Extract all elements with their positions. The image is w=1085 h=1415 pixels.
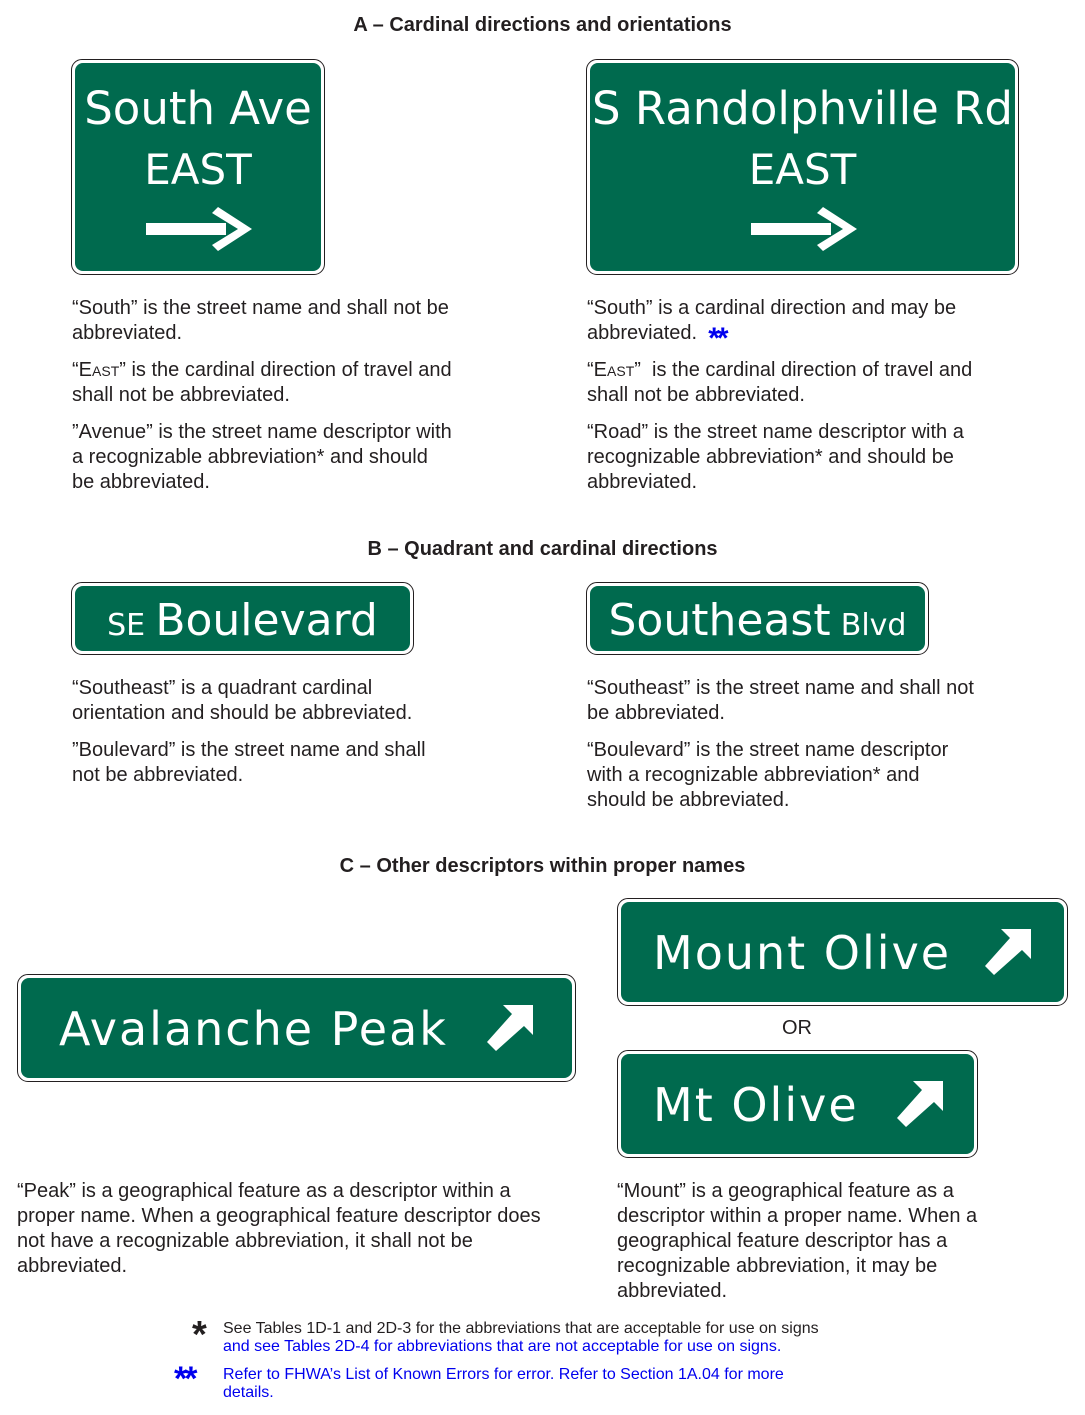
asterisk-icon: * [192, 1314, 207, 1356]
desc-paragraph [72, 358, 452, 408]
sign-street-name: Boulevard [155, 595, 378, 646]
desc-paragraph: “Southeast” is the street name and shall not be abbreviated. [587, 677, 974, 724]
desc-text: ” is the cardinal direction of travel and shall not be abbreviated. [72, 359, 452, 406]
desc-paragraph: “Southeast” is a quadrant cardinal orientation and should be abbreviated. [72, 677, 413, 724]
desc-paragraph: “Mount” is a geographical feature as a descriptor within a proper name. When a geographical feature descriptor has a recognizable abbreviation, it may be abbreviated. [617, 1180, 978, 1302]
footnote-1 [223, 1320, 863, 1356]
sign-s-randolphville-rd-east [586, 59, 1019, 275]
desc-text: “South” is a cardinal direction and may be abbreviated. [587, 297, 957, 344]
footnote-1-line-2: and see Tables 2D-4 for abbreviations that are not acceptable for use on signs. [223, 1338, 782, 1355]
desc-paragraph: “Road” is the street name descriptor with a recognizable abbreviation* and should be abbreviated. [587, 421, 964, 493]
section-a-right-description [587, 296, 987, 507]
sign-suffix: Blvd [840, 608, 907, 643]
up-right-arrow-icon [985, 929, 1031, 975]
up-right-arrow-icon [897, 1081, 943, 1127]
sign-southeast-blvd [586, 582, 929, 655]
open-quote: “ [72, 359, 79, 381]
sign-legend: Avalanche Peak [59, 1002, 448, 1056]
sign-south-ave-east [71, 59, 325, 275]
desc-paragraph: ”Avenue” is the street name descriptor with a recognizable abbreviation* and should be abbreviated. [72, 421, 452, 493]
desc-paragraph [587, 296, 987, 355]
section-a-heading: A – Cardinal directions and orientations [353, 14, 732, 36]
section-a-left-description [72, 296, 452, 507]
small-caps-word: East [593, 359, 635, 381]
desc-paragraph [587, 358, 987, 408]
sign-avalanche-peak [17, 974, 576, 1082]
sign-se-boulevard [71, 582, 414, 655]
right-arrow-icon [751, 207, 857, 251]
desc-text: ” is the cardinal direction of travel and shall not be abbreviated. [587, 359, 978, 406]
sign-street-name: Southeast [608, 595, 831, 646]
or-label: OR [782, 1017, 812, 1039]
desc-paragraph: ”Boulevard” is the street name and shall not be abbreviated. [72, 739, 426, 786]
sign-mount-olive [617, 898, 1068, 1006]
sign-legend [590, 596, 925, 655]
section-b-heading: B – Quadrant and cardinal directions [367, 538, 718, 560]
section-c-left-description [17, 1179, 542, 1291]
sign-mt-olive [617, 1050, 978, 1158]
desc-paragraph: “South” is the street name and shall not be abbreviated. [72, 297, 449, 344]
section-b-left-description [72, 676, 452, 800]
sign-line-direction: EAST [144, 145, 252, 194]
sign-legend [75, 596, 410, 655]
section-c-heading: C – Other descriptors within proper names [339, 855, 746, 877]
sign-legend: Mount Olive [653, 926, 952, 980]
desc-paragraph: “Boulevard” is the street name descriptor with a recognizable abbreviation* and should be abbreviated. [587, 739, 949, 811]
double-asterisk-icon: ** [708, 322, 726, 355]
sign-line-street: South Ave [84, 82, 312, 135]
small-caps-word: East [78, 359, 120, 381]
double-asterisk-icon: ** [174, 1360, 195, 1398]
open-quote: “ [587, 359, 594, 381]
desc-paragraph: “Peak” is a geographical feature as a descriptor within a proper name. When a geographical feature descriptor does not have a recognizable abbreviation, it shall not be abbreviated. [17, 1180, 541, 1277]
sign-legend: Mt Olive [653, 1078, 859, 1132]
sign-line-direction: EAST [748, 145, 857, 194]
sign-line-street: S Randolphville Rd [592, 82, 1013, 135]
footnote-2: Refer to FHWA’s List of Known Errors for error. Refer to Section 1A.04 for more details. [223, 1366, 784, 1401]
section-c-right-description [617, 1179, 1012, 1316]
up-right-arrow-icon [487, 1005, 533, 1051]
right-arrow-icon [146, 207, 252, 251]
section-b-right-description [587, 676, 977, 825]
footnote-1-line-1: See Tables 1D-1 and 2D-3 for the abbreviations that are acceptable for use on signs [223, 1320, 819, 1337]
sign-prefix: SE [107, 608, 146, 643]
